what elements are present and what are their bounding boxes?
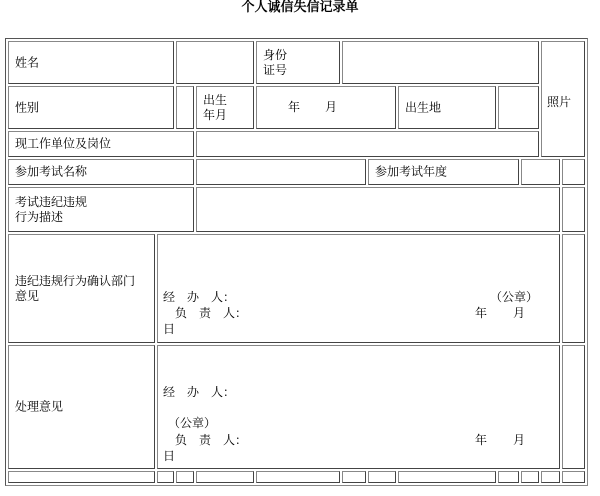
spacer-cell [498,471,519,483]
label-confirm-opinion: 违纪违规行为确认部门 意见 [15,273,136,303]
spacer-cell [398,471,496,483]
handling-day-label: 日 [163,449,176,463]
handling-responsible-label: 负 责 人： [175,433,248,447]
label-cell-name [8,41,174,84]
label-cell-birth [196,86,254,129]
confirm-responsible-label: 负 责 人： [175,306,248,320]
input-cell-handling-opinion[interactable] [157,345,560,469]
spacer-cell [157,471,174,483]
empty-cell-r5 [562,187,585,232]
spacer-cell [562,471,585,483]
label-gender: 性别 [15,100,40,114]
input-cell-id-no[interactable] [342,41,539,84]
spacer-cell [541,471,560,483]
confirm-handler-label: 经 办 人： [163,290,236,304]
spacer-cell [368,471,396,483]
spacer-cell [176,471,194,483]
input-cell-birth-date[interactable] [256,86,396,129]
label-photo: 照片 [547,95,572,109]
photo-cell[interactable] [541,41,585,157]
label-handling-opinion: 处理意见 [15,399,64,414]
label-exam-name: 参加考试名称 [15,164,88,179]
label-cell-violation-desc [8,187,194,232]
spacer-cell [256,471,340,483]
confirm-seal-label: （公章） [490,290,539,304]
spacer-cell [521,471,539,483]
input-cell-violation-desc[interactable] [196,187,560,232]
spacer-cell [8,471,155,483]
confirm-year-label: 年 [475,306,488,320]
input-cell-confirm-opinion[interactable] [157,234,560,343]
input-cell-birthplace[interactable] [498,86,539,129]
label-birthplace: 出生地 [405,100,442,114]
label-cell-gender [8,86,174,129]
input-cell-workplace[interactable] [196,131,539,157]
label-cell-workplace [8,131,194,157]
handling-month-label: 月 [513,433,526,447]
label-cell-exam-year [368,159,519,185]
label-cell-birthplace [398,86,496,129]
handling-handler-label: 经 办 人： [163,385,236,399]
empty-cell-r6 [562,234,585,343]
label-workplace: 现工作单位及岗位 [15,136,112,151]
label-cell-id-no [256,41,340,84]
input-cell-exam-year[interactable] [521,159,560,185]
label-birth: 出生 年月 [203,92,228,122]
label-exam-year: 参加考试年度 [375,164,448,179]
label-cell-exam-name [8,159,194,185]
birth-month-unit: 月 [325,100,338,114]
handling-seal-label: （公章） [168,416,217,430]
label-name: 姓名 [15,55,40,69]
empty-cell-r7 [562,345,585,469]
input-cell-gender[interactable] [176,86,194,129]
empty-cell-r4 [562,159,585,185]
label-cell-confirm-opinion [8,234,155,343]
spacer-cell [196,471,254,483]
handling-year-label: 年 [475,433,488,447]
form-title: 个人诚信失信记录单 [241,0,359,15]
birth-year-unit: 年 [288,100,301,114]
label-violation-desc: 考试违纪违规 行为描述 [15,194,88,224]
spacer-cell [342,471,366,483]
confirm-day-label: 日 [163,322,176,336]
input-cell-name[interactable] [176,41,254,84]
input-cell-exam-name[interactable] [196,159,366,185]
label-cell-handling-opinion [8,345,155,469]
confirm-month-label: 月 [513,306,526,320]
label-id-no: 身份 证号 [263,47,288,77]
